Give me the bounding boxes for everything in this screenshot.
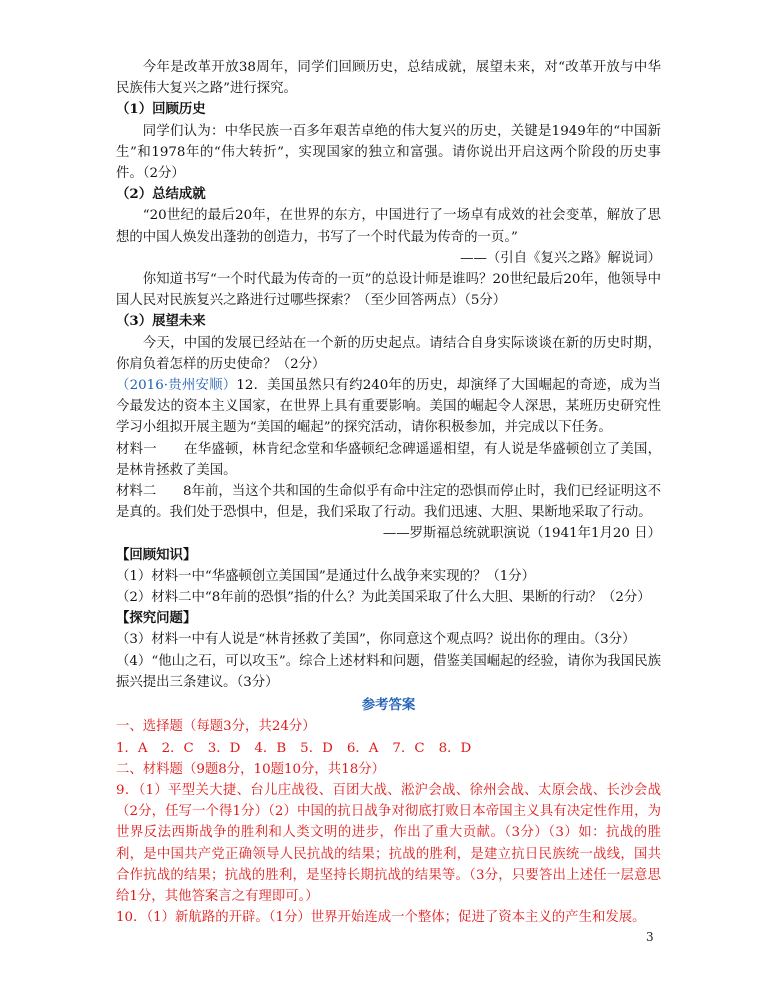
section-3-text: 今天，中国的发展已经站在一个新的历史起点。请结合自身实际谈谈在新的历史时期，你肩负着怎样的历史使命？（2分）: [116, 335, 661, 372]
review-question-2: （2）材料二中“8年前的恐惧”指的什么？为此美国采取了什么大胆、果断的行动？（2分）: [116, 590, 651, 606]
explore-question-3: （3）材料一中有人说是“林肯拯救了美国”，你同意这个观点吗？说出你的理由。（3分）: [116, 632, 636, 648]
answer-section-2: 二、材料题（9题8分，10题10分，共18分）: [116, 761, 386, 777]
material-2: 材料二 8年前，当这个共和国的生命似乎有命中注定的恐惧而停止时，我们已经证明这不是真的。我们处于恐惧中，但是，我们采取了行动。我们迅速、大胆、果断地采取了行动。: [116, 484, 661, 521]
page-content: [116, 57, 661, 928]
question-12-source-tag: （2016·贵州安顺）: [116, 378, 237, 394]
material-2-source: ——罗斯福总统就职演说（1941年1月20 日）: [382, 526, 661, 542]
explore-question-4: （4）“他山之石，可以攻玉”。综合上述材料和问题，借鉴美国崛起的经验，请你为我国民族振兴提出三条建议。（3分）: [116, 653, 661, 690]
section-2-title: （2）总结成就: [116, 186, 206, 203]
section-3-title: （3）展望未来: [116, 313, 206, 330]
explore-title: 【探究问题】: [116, 610, 197, 627]
answer-choice: 5．D: [300, 740, 333, 756]
review-question-1: （1）材料一中“华盛顿创立美国国”是通过什么战争来实现的？（1分）: [116, 568, 536, 584]
answer-choice: 1．A: [116, 740, 148, 756]
answer-9: 9．（1）平型关大捷、台儿庄战役、百团大战、淞沪会战、徐州会战、太原会战、长沙会战（2分，任写一个得1分）（2）中国的抗日战争对彻底打败日本帝国主义具有决定性作用，为世界反法西斯战争的胜利和人类文明的进步，作出了重大贡献。（3分）（3）如：抗战的胜利，是中国共产党正确领导人民抗战的结果；抗战的胜利，是建立抗日民族统一战线，国共合作抗战的结果；抗战的胜利，是坚持长期抗战的结果等。（3分，只要答出上述任一层意思给1分，其他答案言之有理即可。）: [116, 782, 661, 904]
answer-choice: 8．D: [438, 740, 472, 756]
section-2-source: ——（引自《复兴之路》解说词）: [460, 250, 661, 266]
answer-choices: [116, 738, 661, 759]
section-1-title: （1）回顾历史: [116, 101, 206, 118]
intro-paragraph: 今年是改革开放38周年，同学们回顾历史，总结成就，展望未来，对“改革开放与中华民族伟大复兴之路”进行探究。: [116, 60, 661, 97]
review-title: 【回顾知识】: [116, 546, 197, 563]
answer-choice: 6．A: [346, 740, 379, 756]
section-1-text: 同学们认为：中华民族一百多年艰苦卓绝的伟大复兴的历史，关键是1949年的“中国新生”和1978年的“伟大转折”，实现国家的独立和富强。请你说出开启这两个阶段的历史事件。（2分）: [116, 123, 661, 182]
question-12: [116, 375, 661, 439]
section-2-question: 你知道书写“一个时代最为传奇的一页”的总设计师是谁吗？20世纪最后20年，他领导中国人民对民族复兴之路进行过哪些探索？（至少回答两点）（5分）: [116, 272, 661, 309]
section-2-quote: “20世纪的最后20年，在世界的东方，中国进行了一场卓有成效的社会变革，解放了思想的中国人焕发出蓬勃的创造力，书写了一个时代最为传奇的一页。”: [116, 208, 661, 245]
answer-choice: 2．C: [161, 740, 194, 756]
answer-title: 参考答案: [361, 697, 416, 714]
answer-choice: 7．C: [392, 740, 425, 756]
question-12-text: 12．美国虽然只有约240年的历史，却演绎了大国崛起的奇迹，成为当今最发达的资本主义国家，在世界上具有重要影响。美国的崛起令人深思，某班历史研究性学习小组拟开展主题为“美国的崛起”的探究活动，请你积极参加，并完成以下任务。: [116, 378, 661, 436]
page-number: 3: [646, 930, 654, 944]
answer-section-1: 一、选择题（每题3分，共24分）: [116, 719, 316, 735]
material-1: 材料一 在华盛顿，林肯纪念堂和华盛顿纪念碑遥遥相望，有人说是华盛顿创立了美国，是林肯拯救了美国。: [116, 441, 661, 478]
answer-choice: 4．B: [254, 740, 287, 756]
answer-choice: 3．D: [207, 740, 241, 756]
answer-10: 10．（1）新航路的开辟。（1分）世界开始连成一个整体；促进了资本主义的产生和发展。: [116, 910, 646, 926]
